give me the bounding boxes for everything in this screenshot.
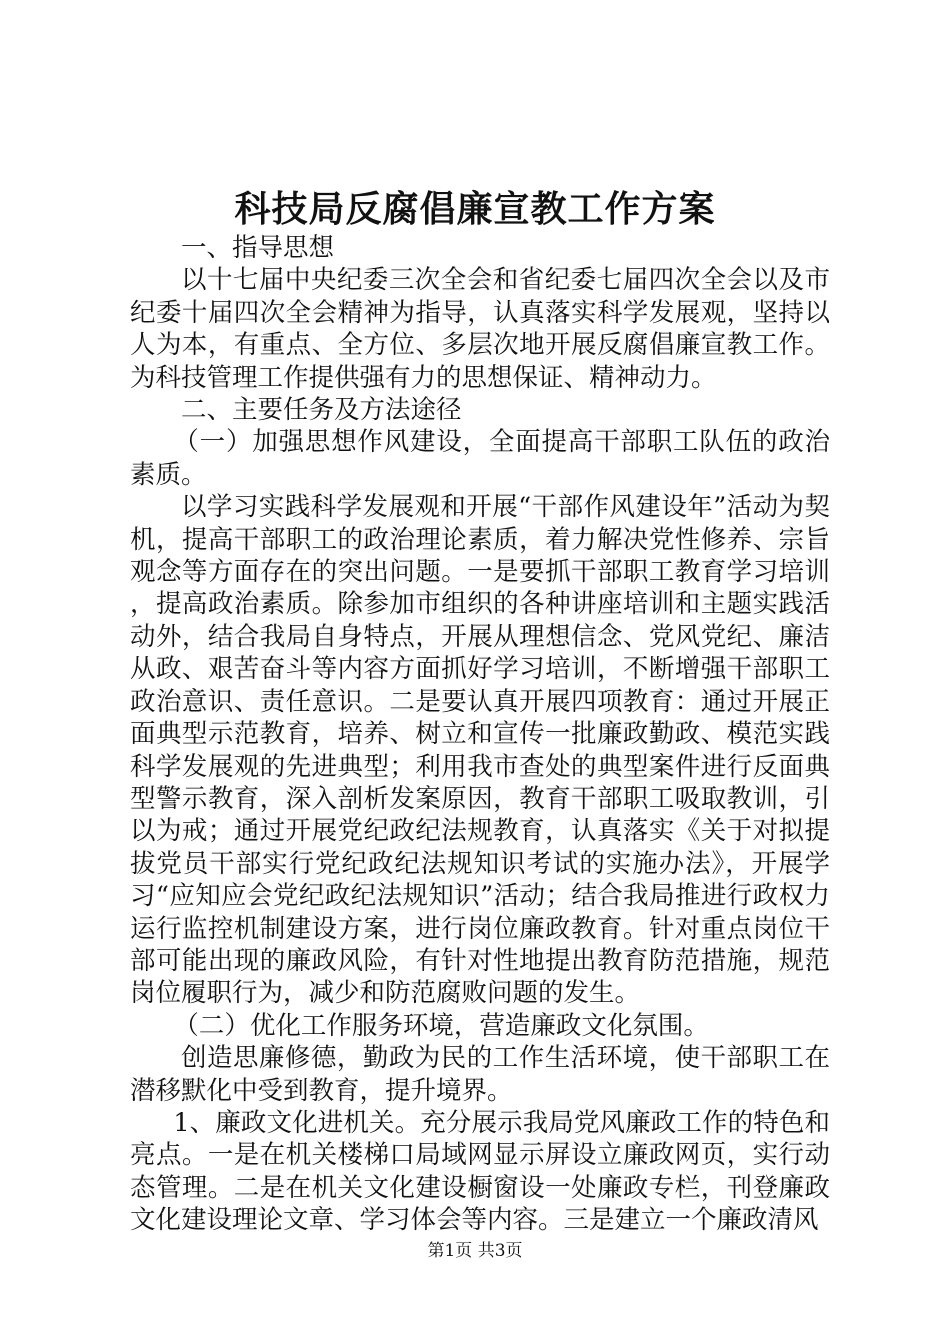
body-paragraph: 以十七届中央纪委三次全会和省纪委七届四次全会以及市纪委十届四次全会精神为指导，认真落实科学发展观，坚持以人为本，有重点、全方位、多层次地开展反腐倡廉宣教工作。为科技管理工作提供强有力的思想保证、精神动力。	[130, 265, 830, 393]
body-paragraph: 以学习实践科学发展观和开展“干部作风建设年”活动为契机，提高干部职工的政治理论素质，着力解决党性修养、宗旨观念等方面存在的突出问题。一是要抓干部职工教育学习培训，提高政治素质。除参加市组织的各种讲座培训和主题实践活动外，结合我局自身特点，开展从理想信念、党风党纪、廉洁从政、艰苦奋斗等内容方面抓好学习培训，不断增强干部职工政治意识、责任意识。二是要认真开展四项教育：通过开展正面典型示范教育，培养、树立和宣传一批廉政勤政、模范实践科学发展观的先进典型；利用我市查处的典型案件进行反面典型警示教育，深入剖析发案原因，教育干部职工吸取教训，引以为戒；通过开展党纪政纪法规教育，认真落实《关于对拟提拔党员干部实行党纪政纪法规知识考试的实施办法》，开展学习“应知应会党纪政纪法规知识”活动；结合我局推进行政权力运行监控机制建设方案，进行岗位廉政教育。针对重点岗位干部可能出现的廉政风险，有针对性地提出教育防范措施，规范岗位履职行为，减少和防范腐败问题的发生。	[130, 492, 830, 1009]
page-footer: 第1页 共3页	[427, 1241, 523, 1261]
document-body	[130, 232, 830, 1237]
section-heading-guiding-ideology: 一、指导思想	[181, 233, 335, 263]
subsection-heading: （一）加强思想作风建设，全面提高干部职工队伍的政治素质。	[130, 427, 830, 490]
subsection-heading: （二）优化工作服务环境，营造廉政文化氛围。	[173, 1010, 709, 1041]
section-heading-main-tasks: 二、主要任务及方法途径	[181, 395, 462, 426]
body-paragraph: 创造思廉修德，勤政为民的工作生活环境，使干部职工在潜移默化中受到教育，提升境界。	[130, 1043, 830, 1106]
document-title: 科技局反腐倡廉宣教工作方案	[234, 188, 716, 230]
body-paragraph: 1、廉政文化进机关。充分展示我局党风廉政工作的特色和亮点。一是在机关楼梯口局域网显示屏设立廉政网页，实行动态管理。二是在机关文化建设橱窗设一处廉政专栏，刊登廉政文化建设理论文章、学习体会等内容。三是建立一个廉政清风	[130, 1107, 830, 1236]
